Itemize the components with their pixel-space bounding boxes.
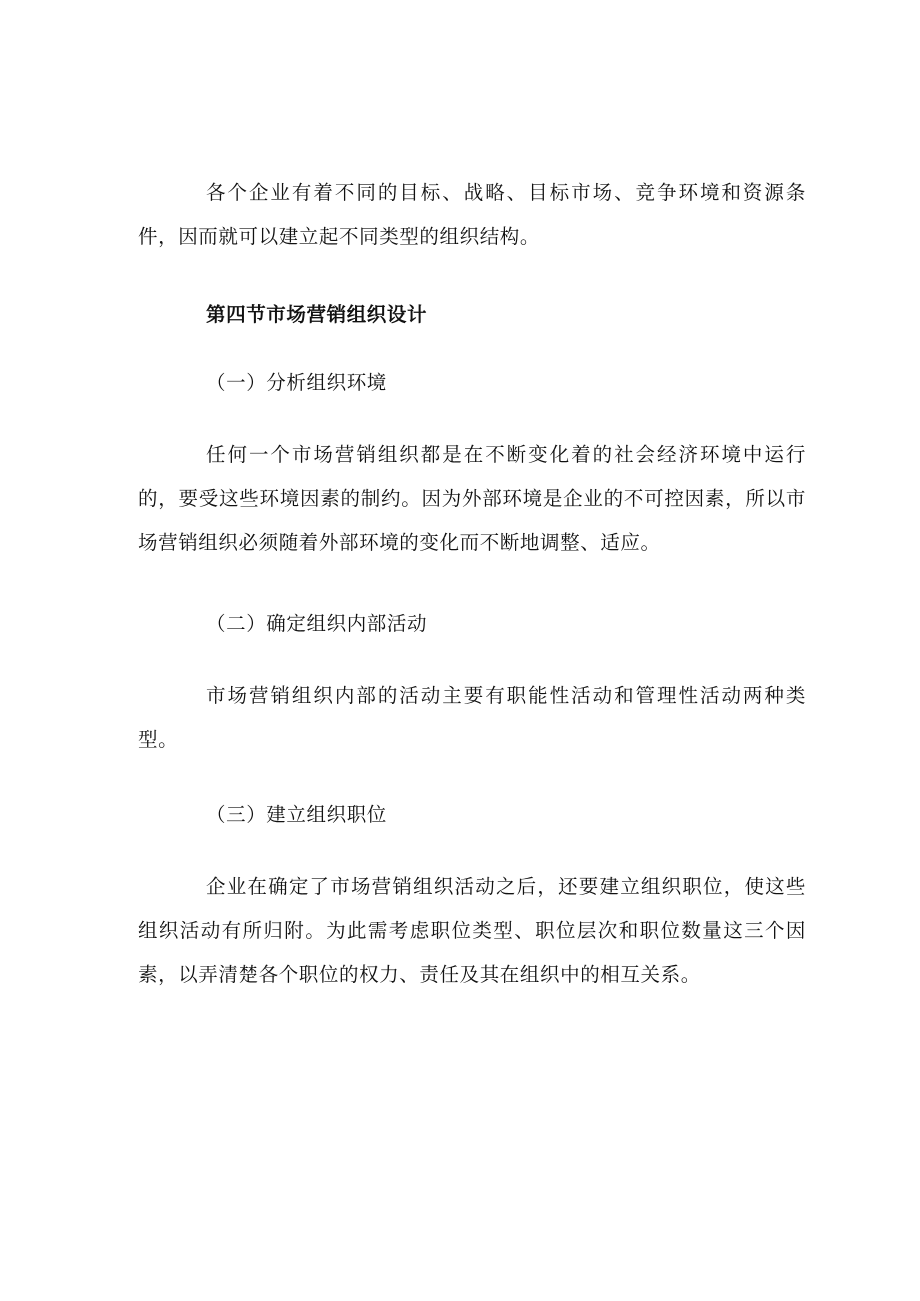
paragraph-internal-activities: 市场营销组织内部的活动主要有职能性活动和管理性活动两种类型。 [138,683,806,751]
section-heading: 第四节市场营销组织设计 [206,302,428,326]
paragraph-environment: 任何一个市场营销组织都是在不断变化着的社会经济环境中运行的，要受这些环境因素的制约。因为外部环境是企业的不可控因素，所以市场营销组织必须随着外部环境的变化而不断地调整、适应。 [138,442,806,554]
subheading-internal-activities: （二）确定组织内部活动 [206,611,428,635]
paragraph-organization-structure: 各个企业有着不同的目标、战略、目标市场、竞争环境和资源条件，因而就可以建立起不同类型的组织结构。 [138,180,806,248]
subheading-establish-positions: （三）建立组织职位 [206,802,387,826]
paragraph-positions: 企业在确定了市场营销组织活动之后，还要建立组织职位，使这些组织活动有所归附。为此需考虑职位类型、职位层次和职位数量这三个因素，以弄清楚各个职位的权力、责任及其在组织中的相互关系。 [138,874,806,986]
subheading-analyze-environment: （一）分析组织环境 [206,370,387,394]
